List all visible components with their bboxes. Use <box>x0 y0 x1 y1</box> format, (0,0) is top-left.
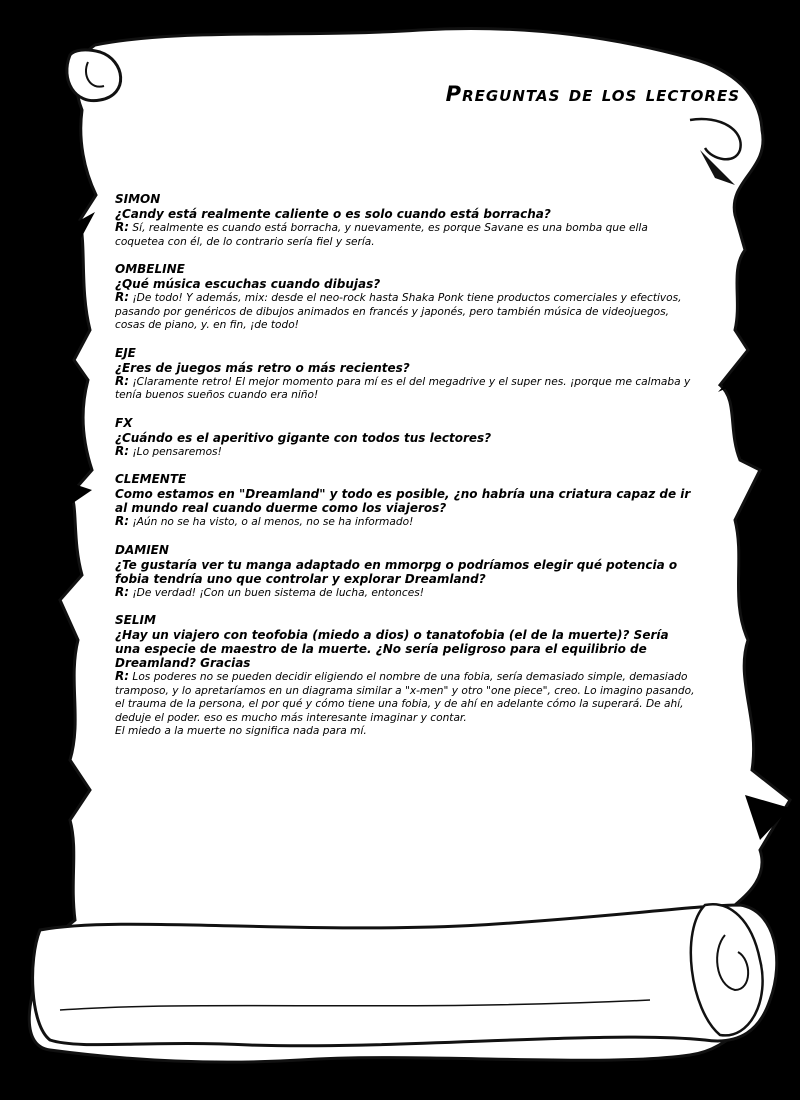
question-text: ¿Cuándo es el aperitivo gigante con todos tus lectores? <box>115 430 492 445</box>
question-text: Como estamos en "Dreamland" y todo es posible, ¿no habría una criatura capaz de ir al mundo real cuando duerme como los viajeros? <box>115 487 691 515</box>
reader-name: OMBELINE <box>115 262 185 276</box>
reader-name: FX <box>115 415 133 430</box>
reader-name: EJE <box>115 345 136 360</box>
qa-entry <box>115 543 695 601</box>
answer-label: R: <box>115 669 130 683</box>
reader-name: SIMON <box>115 192 161 206</box>
answer-label: R: <box>115 290 130 304</box>
answer-label: R: <box>115 514 130 528</box>
answer <box>115 586 695 601</box>
answer <box>115 515 695 530</box>
question-text: ¿Hay un viajero con teofobia (miedo a dios) o tanatofobia (el de la muerte)? Sería una especie de maestro de la muerte. ¿No sería peligroso para el equilibrio de Dreamland? Gracias <box>115 628 669 670</box>
bottom-roll <box>33 905 777 1046</box>
answer-text: Sí, realmente es cuando está borracha, y nuevamente, es porque Savane es una bomba que ella coquetea con él, de lo contrario sería fiel y sería. <box>115 222 648 248</box>
answer-text: ¡Aún no se ha visto, o al menos, no se ha informado! <box>132 516 414 528</box>
answer-label: R: <box>115 443 130 458</box>
question-text: ¿Candy está realmente caliente o es solo cuando está borracha? <box>115 207 551 221</box>
reader-name: DAMIEN <box>115 542 169 557</box>
answer <box>115 445 695 460</box>
qa-entry <box>115 346 695 403</box>
answer-text: ¡Claramente retro! El mejor momento para mí es el del megadrive y el super nes. ¡porque me calmaba y tenía buenos sueños cuando era niño! <box>115 375 691 401</box>
qa-entry <box>115 192 695 249</box>
answer <box>115 291 695 333</box>
answer-text: ¡De todo! Y además, mix: desde el neo-rock hasta Shaka Ponk tiene productos comerciales y efectivos, pasando por genéricos de dibujos animados en francés y japonés, pero también música de videojuegos, cosas de piano, y. en fin, ¡de todo! <box>115 292 682 331</box>
answer-text: ¡De verdad! ¡Con un buen sistema de lucha, entonces! <box>132 586 425 599</box>
question-text: ¿Eres de juegos más retro o más recientes? <box>115 360 410 375</box>
answer-text: ¡Lo pensaremos! <box>132 445 222 458</box>
reader-name: CLEMENTE <box>115 472 187 486</box>
answer-label: R: <box>115 220 130 234</box>
reader-name: SELIM <box>115 613 156 627</box>
answer-text: Los poderes no se pueden decidir eligiendo el nombre de una fobia, sería demasiado simple, demasiado tramposo, y lo apretaríamos en un diagrama similar a "x-men" y otro "one piece", creo. Lo imagino pasando, el trauma de la persona, el por qué y cómo tiene una fobia, y de ahí en adelante cómo la superará. De ahí, deduje el poder. eso es mucho más interesante imaginar y contar. <box>115 671 695 724</box>
page-title: Preguntas de los lectores <box>445 82 740 106</box>
qa-entry <box>115 262 695 333</box>
answer-label: R: <box>115 584 130 599</box>
qa-entry <box>115 613 695 739</box>
answer-label: R: <box>115 373 130 388</box>
answer <box>115 221 695 249</box>
reader-questions-list <box>115 192 695 752</box>
question-text: ¿Te gustaría ver tu manga adaptado en mmorpg o podríamos elegir qué potencia o fobia tendría uno que controlar y explorar Dreamland? <box>115 557 678 586</box>
question-text: ¿Qué música escuchas cuando dibujas? <box>115 277 381 291</box>
answer <box>115 670 695 725</box>
qa-entry <box>115 416 695 460</box>
answer-text-extra: El miedo a la muerte no significa nada para mí. <box>115 725 367 737</box>
answer <box>115 375 695 403</box>
qa-entry <box>115 472 695 530</box>
